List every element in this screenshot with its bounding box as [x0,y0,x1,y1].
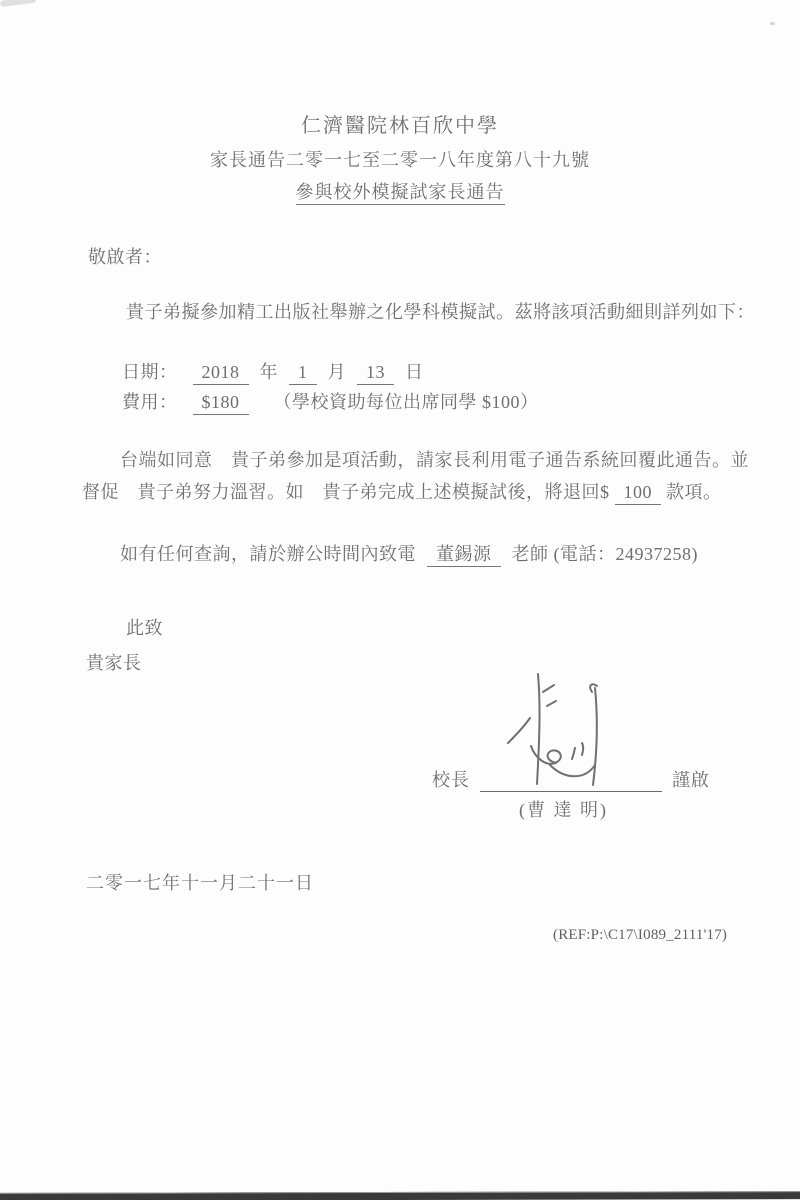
teacher-name: 董錫源 [427,543,501,567]
date-day-value: 13 [357,361,394,385]
consent-line2-tail: 款項。 [666,482,722,502]
consent-paragraph-line2 [82,481,722,505]
date-month-value: 1 [289,361,317,385]
date-month-unit: 月 [327,362,346,382]
consent-paragraph-line1: 台端如同意 貴子弟參加是項活動，請家長利用電子通告系統回覆此通告。並 [120,450,749,470]
scan-edge-bar [0,1191,800,1200]
inquiry-text: 如有任何查詢，請於辦公時間內致電 [120,544,416,564]
refund-amount: 100 [615,481,662,505]
signature-line [480,768,662,792]
fee-label: 費用： [122,392,178,412]
principal-label: 校長 [432,770,470,790]
intro-paragraph: 貴子弟擬參加精工出版社舉辦之化學科模擬試。茲將該項活動細則詳列如下： [126,302,755,322]
principal-sign-off: 謹啟 [672,770,710,790]
scan-artifact-smudge [0,0,36,7]
principal-signature-row [432,766,710,792]
date-year-unit: 年 [259,362,278,382]
date-year-value: 2018 [193,361,249,385]
date-day-unit: 日 [405,362,424,382]
fee-subsidy-note: （學校資助每位出席同學 $100） [273,392,539,412]
inquiry-phone-text: 老師 (電話：24937258) [511,544,698,564]
inquiry-line [120,543,698,567]
closing-salute: 此致 [126,618,163,638]
fee-line [122,391,539,415]
fee-amount: $180 [193,391,249,415]
consent-line2-text: 督促 貴子弟努力溫習。如 貴子弟完成上述模擬試後，將退回$ [82,482,610,502]
notice-title-text: 參與校外模擬試家長通告 [296,182,505,205]
issue-date: 二零一七年十一月二十一日 [86,873,314,893]
reference-code: (REF:P:\C17\I089_2111'17) [553,927,728,943]
principal-name: (曹 達 明) [519,800,608,820]
notice-title [0,181,800,204]
date-label: 日期： [122,362,178,382]
scan-artifact-speck [770,22,775,25]
salutation: 敬啟者： [88,247,162,267]
date-line [122,361,424,385]
school-name: 仁濟醫院林百欣中學 [301,115,499,137]
notice-number-line: 家長通告二零一七至二零一八年度第八十九號 [210,150,590,170]
closing-recipient: 貴家長 [86,653,142,673]
